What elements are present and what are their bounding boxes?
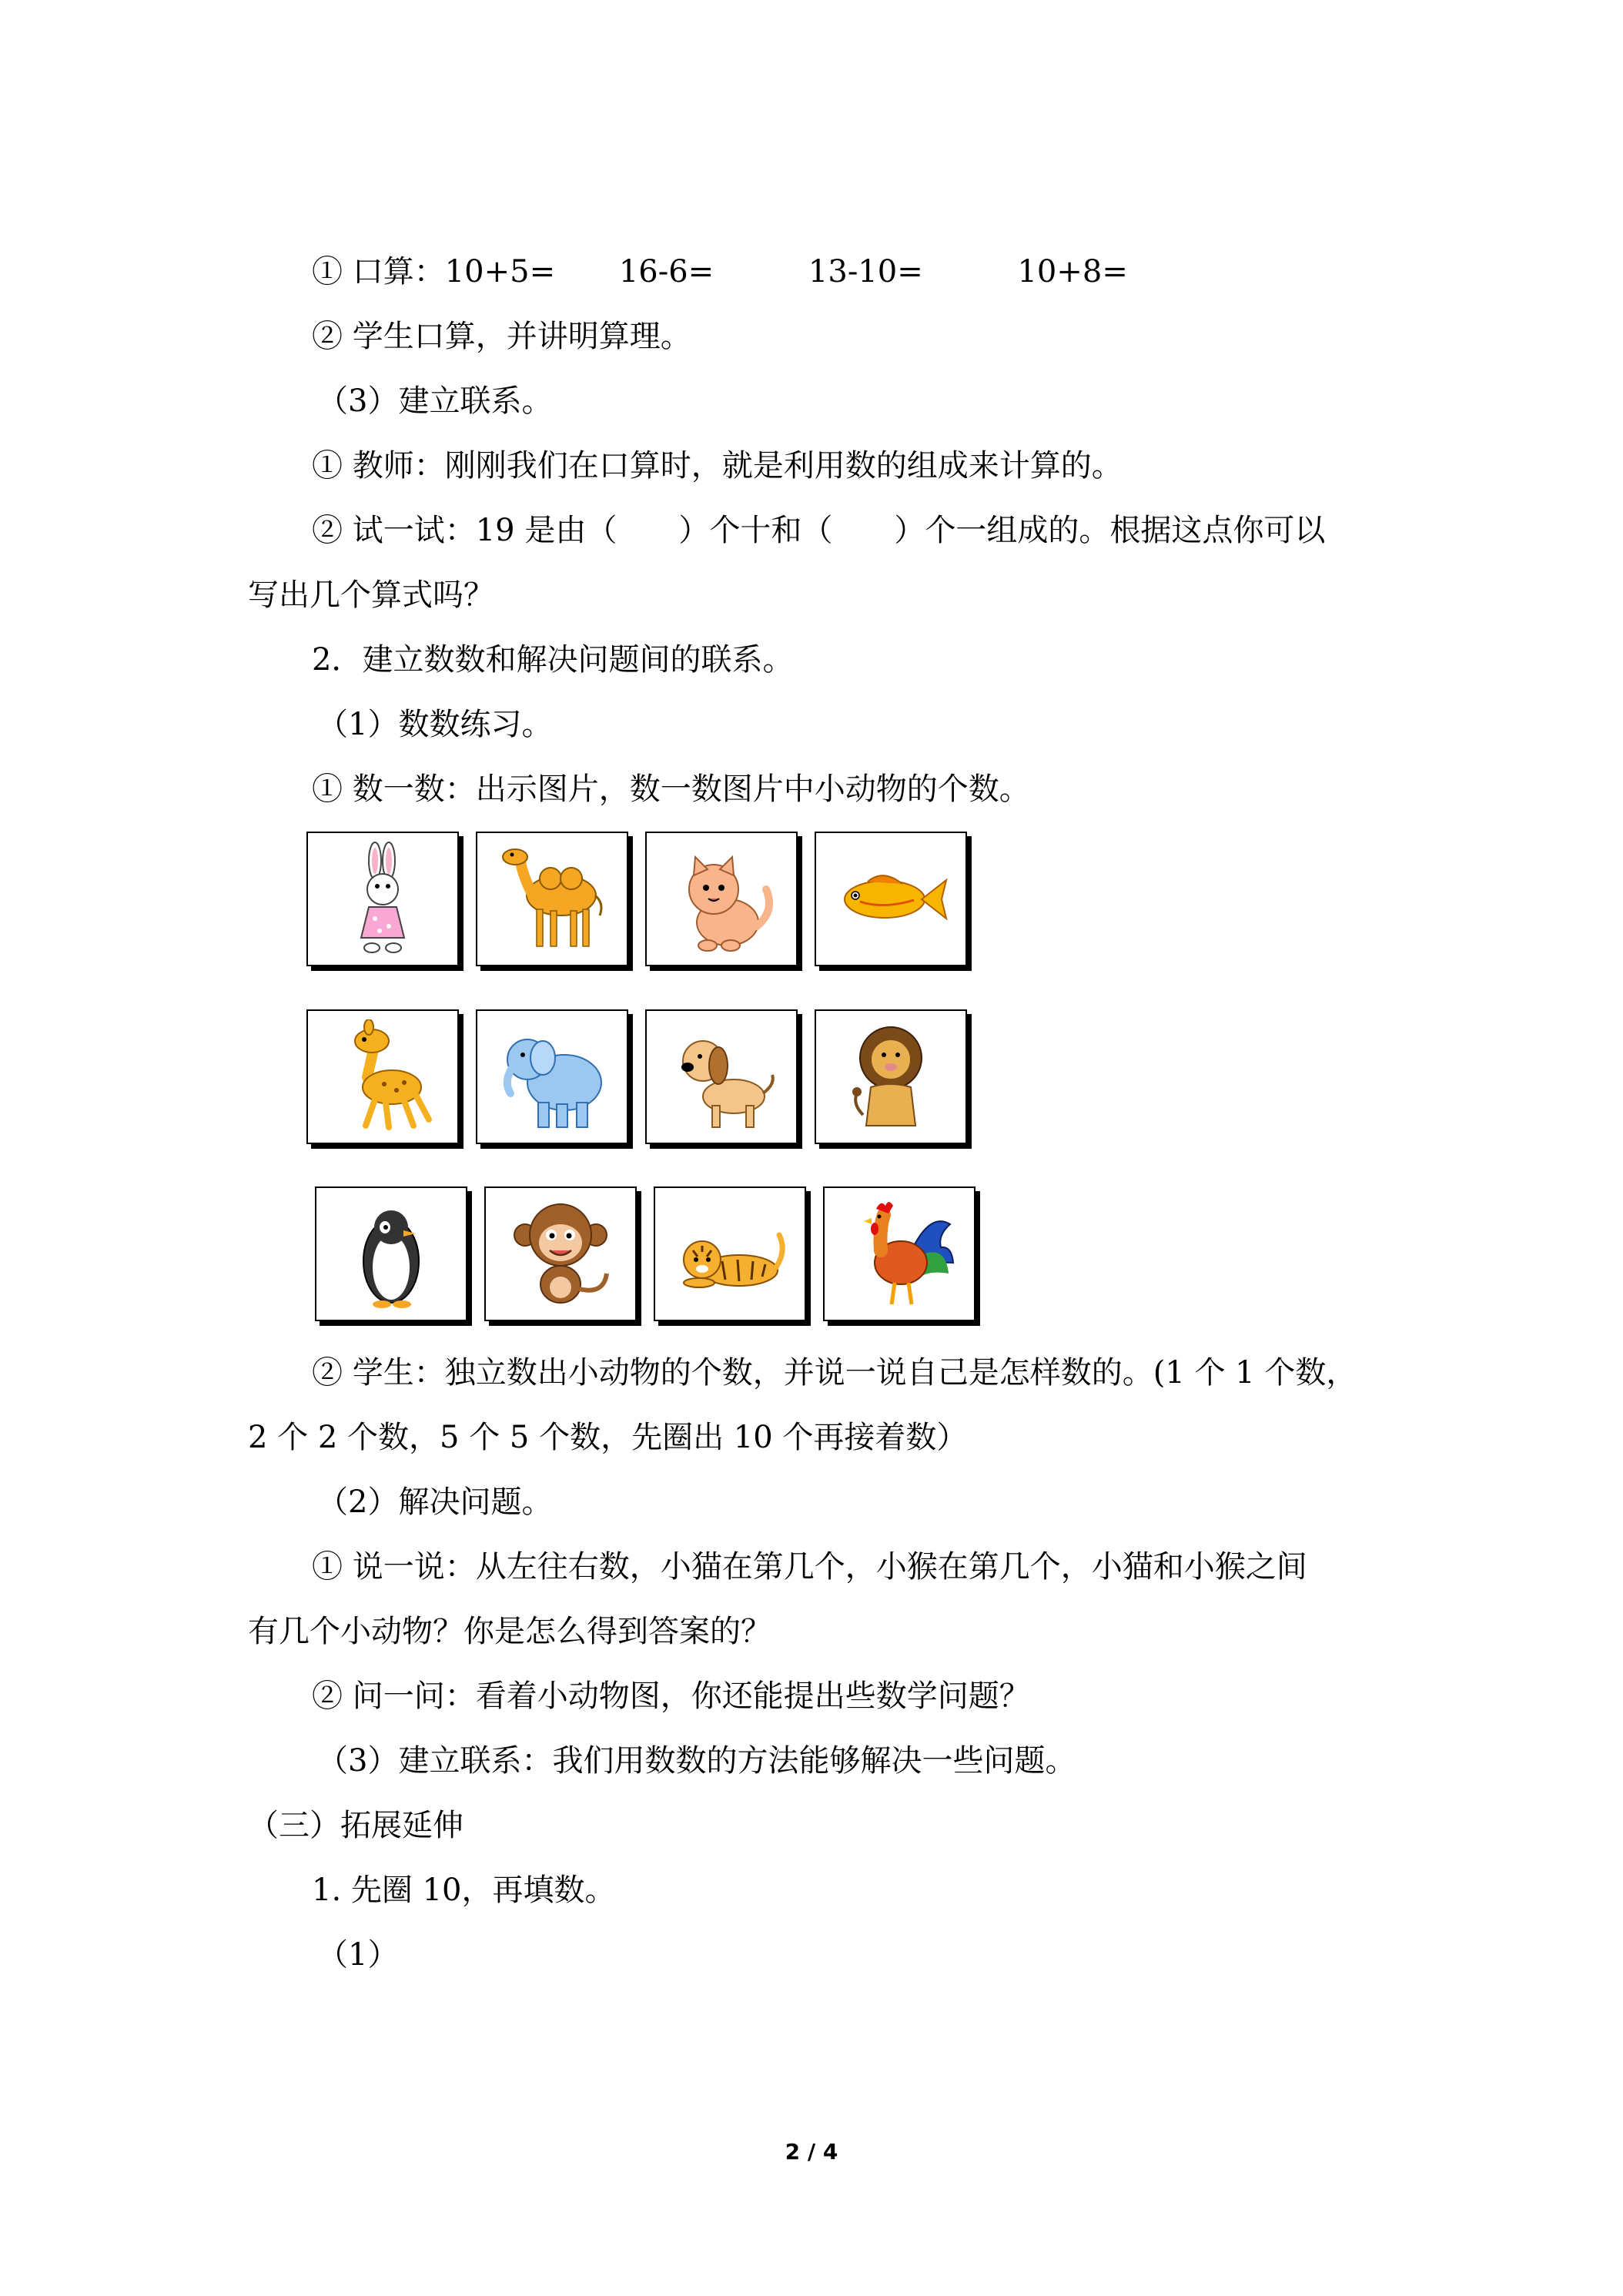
animal-card bbox=[315, 1186, 467, 1321]
section-heading: 2．建立数数和解决问题间的联系。 bbox=[312, 642, 794, 678]
section-heading: （2）解决问题。 bbox=[317, 1484, 553, 1520]
penguin-icon bbox=[330, 1197, 453, 1312]
paragraph: 2 个 2 个数，5 个 5 个数，先圈出 10 个再接着数） bbox=[248, 1420, 968, 1455]
animal-card bbox=[306, 1009, 459, 1144]
elephant-icon bbox=[490, 1019, 614, 1135]
animal-card bbox=[654, 1186, 806, 1321]
paragraph: （1） bbox=[317, 1937, 399, 1973]
paragraph: ① 教师：刚刚我们在口算时，就是利用数的组成来计算的。 bbox=[312, 448, 1123, 484]
paragraph: ② 问一问：看着小动物图，你还能提出些数学问题？ bbox=[312, 1678, 1030, 1714]
tiger-icon bbox=[668, 1197, 791, 1312]
paragraph: ② 试一试：19 是由（ ）个十和（ ）个一组成的。根据这点你可以 bbox=[312, 513, 1326, 548]
dog-icon bbox=[660, 1019, 783, 1135]
lion-icon bbox=[829, 1019, 952, 1135]
section-heading: （三）拓展延伸 bbox=[248, 1808, 463, 1843]
paragraph: 1. 先圈 10，再填数。 bbox=[312, 1873, 616, 1908]
mental-math-line bbox=[312, 253, 1128, 291]
paragraph: 有几个小动物？你是怎么得到答案的？ bbox=[248, 1614, 771, 1649]
paragraph: ① 说一说：从左往右数，小猫在第几个，小猴在第几个，小猫和小猴之间 bbox=[312, 1549, 1307, 1585]
calc-2: 16-6= bbox=[618, 254, 714, 290]
fish-icon bbox=[829, 842, 952, 957]
animal-card bbox=[815, 832, 967, 966]
page-number: 2 / 4 bbox=[785, 2139, 838, 2164]
paragraph: （3）建立联系：我们用数数的方法能够解决一些问题。 bbox=[317, 1743, 1076, 1779]
calc-1: ① 口算：10+5= bbox=[312, 254, 556, 290]
calc-4: 10+8= bbox=[1017, 254, 1128, 290]
animal-card bbox=[476, 1009, 628, 1144]
monkey-icon bbox=[499, 1197, 622, 1312]
section-heading: （3）建立联系。 bbox=[317, 383, 553, 419]
animal-card bbox=[306, 832, 459, 966]
paragraph: 写出几个算式吗？ bbox=[248, 577, 494, 613]
camel-icon bbox=[490, 842, 614, 957]
section-heading: （1）数数练习。 bbox=[317, 707, 553, 742]
rabbit-icon bbox=[321, 842, 444, 957]
animal-card bbox=[823, 1186, 975, 1321]
calc-3: 13-10= bbox=[808, 254, 923, 290]
paragraph: ① 数一数：出示图片，数一数图片中小动物的个数。 bbox=[312, 771, 1030, 807]
animal-card bbox=[484, 1186, 637, 1321]
paragraph: ② 学生：独立数出小动物的个数，并说一说自己是怎样数的。(1 个 1 个数， bbox=[312, 1355, 1357, 1391]
animal-card bbox=[476, 832, 628, 966]
deer-icon bbox=[321, 1019, 444, 1135]
cat-icon bbox=[660, 842, 783, 957]
animal-card bbox=[815, 1009, 967, 1144]
paragraph: ② 学生口算，并讲明算理。 bbox=[312, 319, 691, 354]
animal-card bbox=[645, 1009, 798, 1144]
rooster-icon bbox=[838, 1197, 961, 1312]
animal-card bbox=[645, 832, 798, 966]
